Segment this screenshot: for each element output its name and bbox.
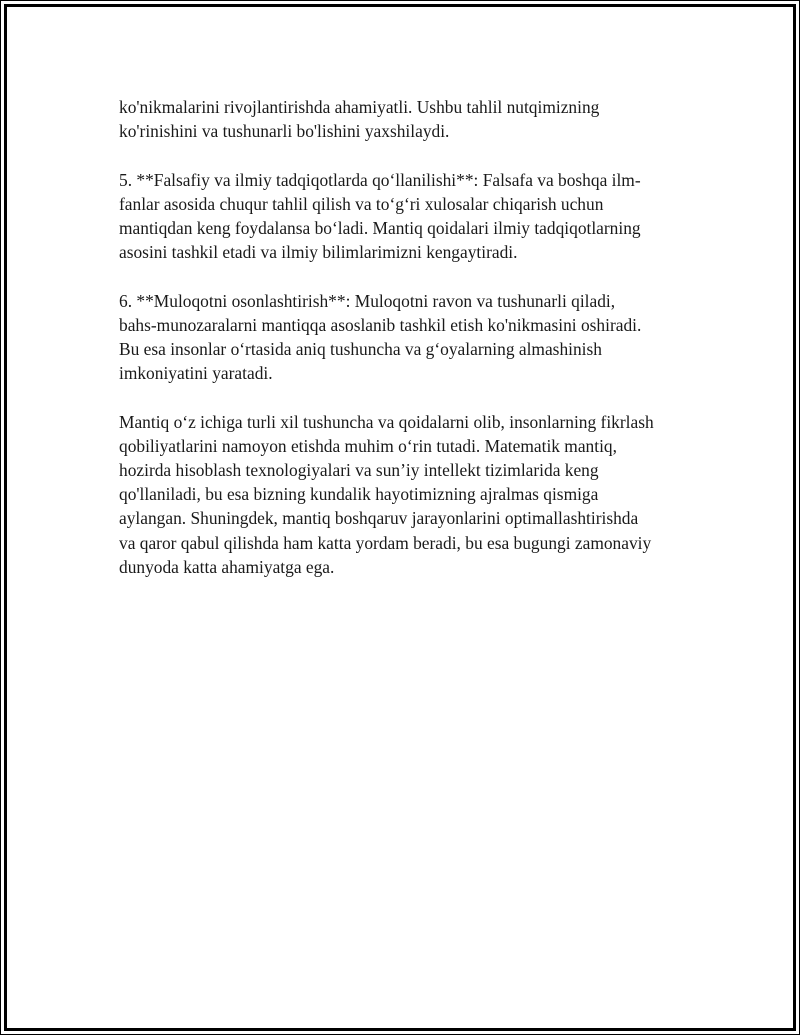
- paragraph-conclusion: Mantiq o‘z ichiga turli xil tushuncha va qoidalarni olib, insonlarning fikrlash qobiliyatlarini namoyon etishda muhim o‘rin tutadi. Matematik mantiq, hozirda hisoblash texnologiyalari va sun’iy intellekt tizimlarida keng qo'llaniladi, bu esa bizning kundalik hayotimizning ajralmas qismiga aylangan. Shuningdek, mantiq boshqaruv jarayonlarini optimallashtirishda va qaror qabul qilishda ham katta yordam beradi, bu esa bugungi zamonaviy dunyoda katta ahamiyatga ega.: [119, 411, 654, 577]
- paragraph-skills-continuation: ko'nikmalarini rivojlantirishda ahamiyatli. Ushbu tahlil nutqimizning ko'rinishini va tushunarli bo'lishini yaxshilaydi.: [119, 97, 600, 142]
- paragraph-item-6-communication: 6. **Muloqotni osonlashtirish**: Muloqotni ravon va tushunarli qiladi, bahs-munozaralarni mantiqqa asoslanib tashkil etish ko'nikmasini oshiradi. Bu esa insonlar o‘rtasida aniq tushuncha va g‘oyalarning almashinish imkoniyatini yaratadi.: [119, 290, 642, 384]
- paragraph-item-5-research: 5. **Falsafiy va ilmiy tadqiqotlarda qo‘llanilishi**: Falsafa va boshqa ilm- fanlar asosida chuqur tahlil qilish va to‘g‘ri xulosalar chiqarish uchun mantiqdan keng foydalansa bo‘ladi. Mantiq qoidalari ilmiy tadqiqotlarning asosini tashkil etadi va ilmiy bilimlarimizni kengaytiradi.: [119, 169, 641, 263]
- document-body: [119, 95, 689, 603]
